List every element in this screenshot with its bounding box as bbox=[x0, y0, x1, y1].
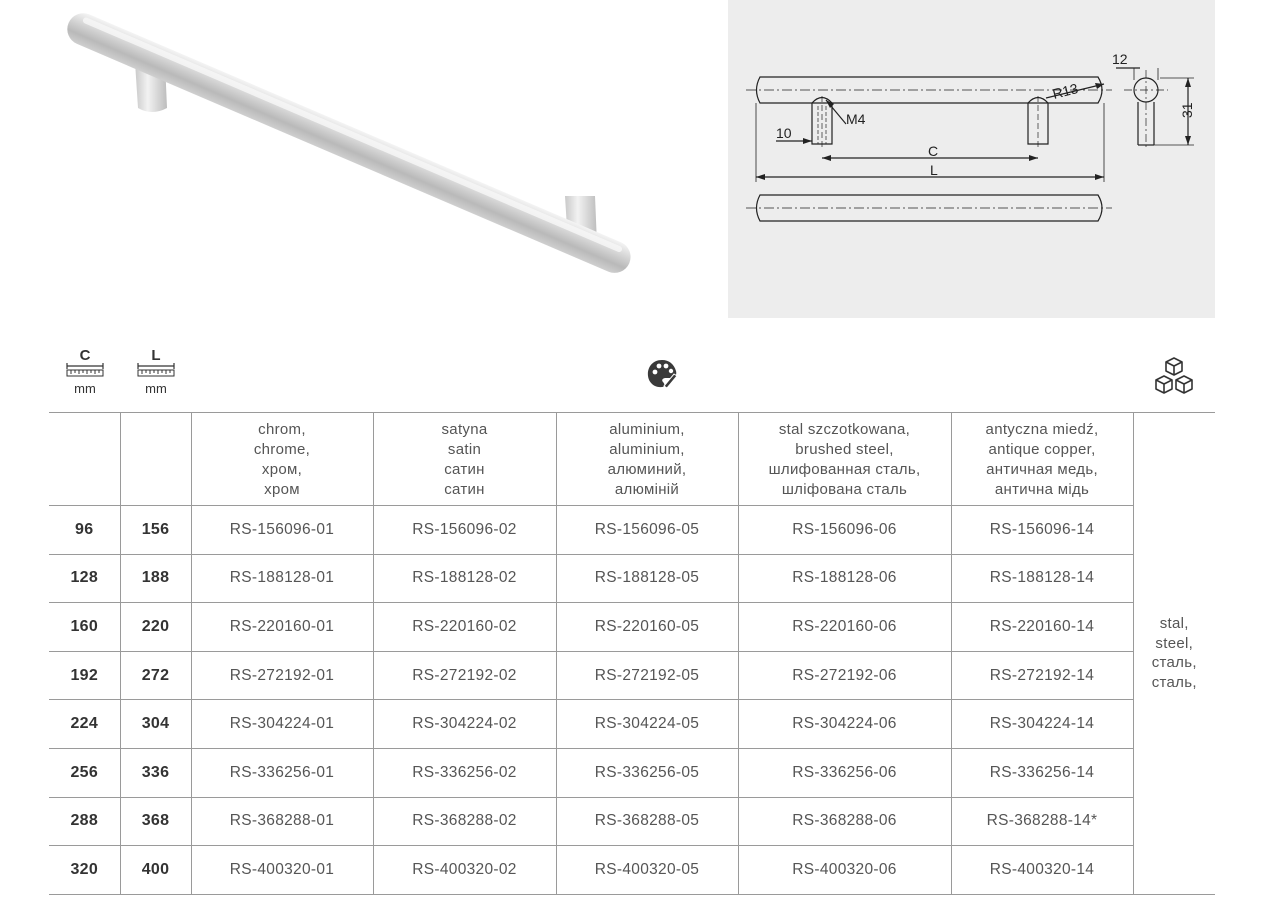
product-code: RS-336256-06 bbox=[738, 748, 951, 797]
product-code: RS-304224-14 bbox=[951, 700, 1133, 749]
c-value: 192 bbox=[49, 651, 120, 700]
finish-header-cell bbox=[738, 413, 951, 506]
product-table bbox=[49, 412, 1215, 895]
cell-line: сталь, bbox=[1151, 654, 1197, 672]
cell-line: antique copper, bbox=[988, 441, 1096, 458]
product-code: RS-400320-05 bbox=[556, 846, 738, 895]
dim-12-label: 12 bbox=[1112, 51, 1128, 67]
product-code: RS-400320-06 bbox=[738, 846, 951, 895]
table-row bbox=[49, 554, 1215, 603]
c-value: 128 bbox=[49, 554, 120, 603]
product-code: RS-272192-05 bbox=[556, 651, 738, 700]
product-code: RS-156096-01 bbox=[191, 506, 373, 555]
product-code: RS-400320-01 bbox=[191, 846, 373, 895]
l-value: 156 bbox=[120, 506, 191, 555]
finish-header-cell bbox=[191, 413, 373, 506]
c-letter: C bbox=[79, 347, 91, 364]
cell-line: сталь, bbox=[1151, 673, 1197, 691]
c-value: 320 bbox=[49, 846, 120, 895]
technical-drawing bbox=[728, 0, 1215, 318]
product-code: RS-188128-01 bbox=[191, 554, 373, 603]
dim-r13-label: R13 bbox=[1050, 80, 1080, 102]
product-code: RS-368288-05 bbox=[556, 797, 738, 846]
product-code: RS-368288-06 bbox=[738, 797, 951, 846]
product-code: RS-156096-05 bbox=[556, 506, 738, 555]
product-code: RS-336256-02 bbox=[373, 748, 556, 797]
dim-m4-label: M4 bbox=[846, 111, 866, 127]
cell-line: античная медь, bbox=[986, 461, 1098, 478]
product-code: RS-156096-14 bbox=[951, 506, 1133, 555]
product-code: RS-272192-01 bbox=[191, 651, 373, 700]
c-value: 256 bbox=[49, 748, 120, 797]
table-row bbox=[49, 797, 1215, 846]
product-code: RS-304224-06 bbox=[738, 700, 951, 749]
product-code: RS-220160-05 bbox=[556, 603, 738, 652]
c-dimension-header bbox=[62, 348, 108, 395]
cell-line: satin bbox=[447, 441, 482, 458]
cell-line: satyna bbox=[441, 421, 488, 438]
product-code: RS-220160-02 bbox=[373, 603, 556, 652]
product-code: RS-304224-02 bbox=[373, 700, 556, 749]
cell-line: сатин bbox=[444, 461, 485, 478]
product-code: RS-336256-01 bbox=[191, 748, 373, 797]
cell-line: шліфована сталь bbox=[781, 481, 908, 498]
cell-line: хром bbox=[264, 481, 300, 498]
product-code: RS-368288-14* bbox=[951, 797, 1133, 846]
l-letter: L bbox=[151, 347, 161, 364]
product-code: RS-220160-06 bbox=[738, 603, 951, 652]
table-row bbox=[49, 603, 1215, 652]
ruler-icon bbox=[65, 363, 105, 377]
finish-header-cell bbox=[556, 413, 738, 506]
finish-header-cell bbox=[373, 413, 556, 506]
cell-line: шлифованная сталь, bbox=[768, 461, 921, 478]
product-code: RS-368288-02 bbox=[373, 797, 556, 846]
cell-line: aluminium, bbox=[609, 421, 685, 438]
c-value: 224 bbox=[49, 700, 120, 749]
cell-line: алюміній bbox=[614, 481, 680, 498]
cell-line: antyczna miedź, bbox=[985, 421, 1099, 438]
cell-line: алюминий, bbox=[607, 461, 687, 478]
l-value: 336 bbox=[120, 748, 191, 797]
c-unit: mm bbox=[74, 381, 96, 396]
table-row bbox=[49, 700, 1215, 749]
product-code: RS-368288-01 bbox=[191, 797, 373, 846]
product-photo bbox=[55, 0, 695, 290]
table-row bbox=[49, 748, 1215, 797]
l-unit: mm bbox=[145, 381, 167, 396]
product-code: RS-156096-02 bbox=[373, 506, 556, 555]
product-code: RS-188128-06 bbox=[738, 554, 951, 603]
product-code: RS-304224-05 bbox=[556, 700, 738, 749]
l-value: 304 bbox=[120, 700, 191, 749]
product-code: RS-304224-01 bbox=[191, 700, 373, 749]
dim-l-label: L bbox=[930, 162, 938, 178]
c-value: 288 bbox=[49, 797, 120, 846]
product-code: RS-220160-14 bbox=[951, 603, 1133, 652]
cell-line: сатин bbox=[444, 481, 485, 498]
l-dimension-header bbox=[133, 348, 179, 395]
table-header-row bbox=[49, 413, 1215, 506]
ruler-icon bbox=[136, 363, 176, 377]
c-value: 160 bbox=[49, 603, 120, 652]
table-row bbox=[49, 846, 1215, 895]
cell-line: steel, bbox=[1155, 634, 1194, 652]
cell-line: stal, bbox=[1159, 615, 1189, 633]
cell-line: aluminium, bbox=[609, 441, 685, 458]
product-code: RS-156096-06 bbox=[738, 506, 951, 555]
product-code: RS-400320-02 bbox=[373, 846, 556, 895]
l-header-cell bbox=[120, 413, 191, 506]
handle-image bbox=[55, 0, 695, 290]
finish-header-cell bbox=[951, 413, 1133, 506]
l-value: 188 bbox=[120, 554, 191, 603]
product-code: RS-400320-14 bbox=[951, 846, 1133, 895]
cubes-icon bbox=[1152, 356, 1196, 398]
product-code: RS-220160-01 bbox=[191, 603, 373, 652]
product-code: RS-336256-14 bbox=[951, 748, 1133, 797]
palette-icon bbox=[644, 356, 680, 392]
cell-line: brushed steel, bbox=[795, 441, 894, 458]
l-value: 272 bbox=[120, 651, 191, 700]
cell-line: chrome, bbox=[253, 441, 311, 458]
dim-10-label: 10 bbox=[776, 125, 792, 141]
product-code: RS-188128-05 bbox=[556, 554, 738, 603]
c-header-cell bbox=[49, 413, 120, 506]
cell-line: антична мідь bbox=[994, 481, 1090, 498]
product-code: RS-272192-06 bbox=[738, 651, 951, 700]
table-row bbox=[49, 651, 1215, 700]
product-code: RS-188128-14 bbox=[951, 554, 1133, 603]
material-cell bbox=[1133, 413, 1215, 895]
product-code: RS-336256-05 bbox=[556, 748, 738, 797]
cell-line: хром, bbox=[261, 461, 303, 478]
product-code: RS-272192-02 bbox=[373, 651, 556, 700]
dim-31-label: 31 bbox=[1179, 102, 1195, 118]
cell-line: stal szczotkowana, bbox=[778, 421, 911, 438]
l-value: 400 bbox=[120, 846, 191, 895]
table-row bbox=[49, 506, 1215, 555]
c-value: 96 bbox=[49, 506, 120, 555]
l-value: 220 bbox=[120, 603, 191, 652]
product-code: RS-188128-02 bbox=[373, 554, 556, 603]
product-code: RS-272192-14 bbox=[951, 651, 1133, 700]
cell-line: chrom, bbox=[258, 421, 306, 438]
l-value: 368 bbox=[120, 797, 191, 846]
dim-c-label: C bbox=[928, 143, 939, 159]
